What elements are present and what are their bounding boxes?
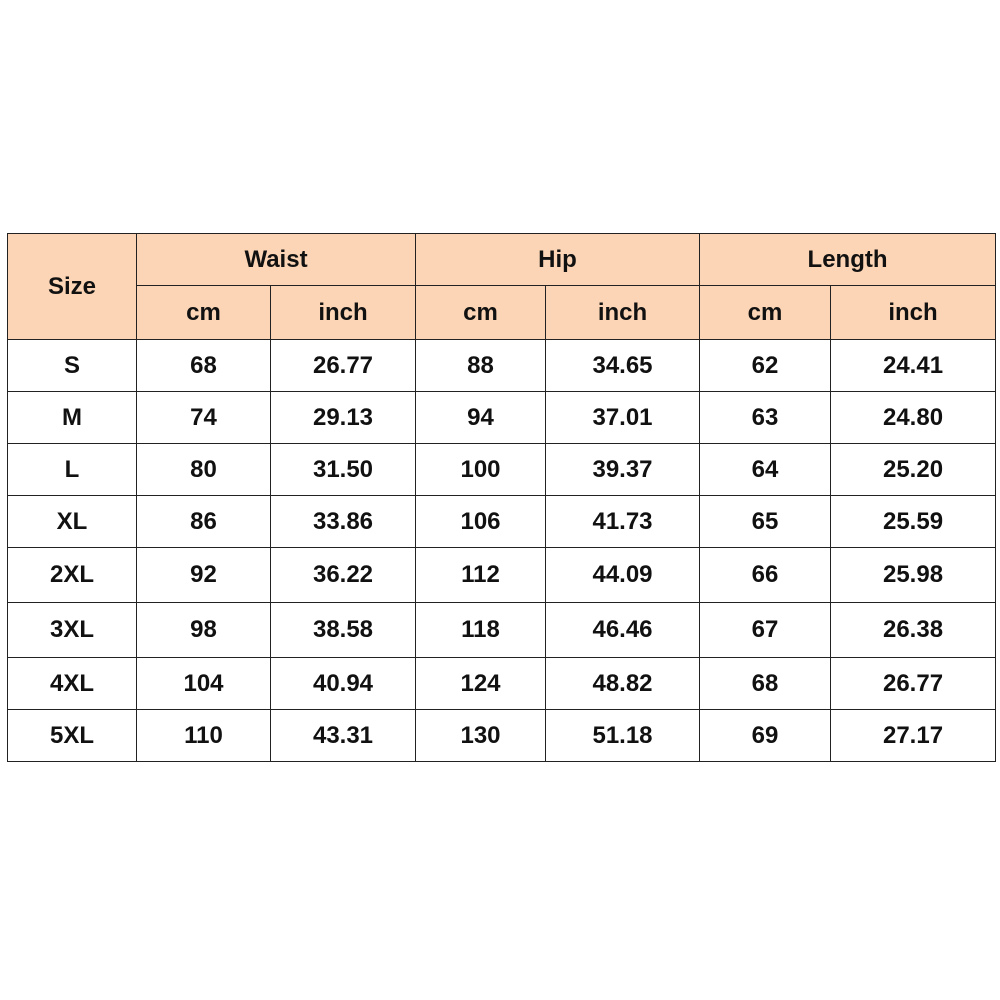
table-cell: 43.31	[271, 710, 416, 762]
table-cell: 67	[700, 603, 831, 658]
table-cell: 64	[700, 444, 831, 496]
unit-header: inch	[546, 286, 700, 340]
table-cell: 31.50	[271, 444, 416, 496]
size-cell: 3XL	[8, 603, 137, 658]
table-cell: 46.46	[546, 603, 700, 658]
table-cell: 69	[700, 710, 831, 762]
table-cell: 88	[416, 340, 546, 392]
table-cell: 24.80	[831, 392, 996, 444]
table-cell: 26.77	[271, 340, 416, 392]
unit-header: cm	[700, 286, 831, 340]
waist-header: Waist	[137, 234, 416, 286]
table-cell: 63	[700, 392, 831, 444]
unit-header: inch	[271, 286, 416, 340]
table-cell: 38.58	[271, 603, 416, 658]
table-cell: 24.41	[831, 340, 996, 392]
table-cell: 106	[416, 496, 546, 548]
table-cell: 130	[416, 710, 546, 762]
table-cell: 124	[416, 658, 546, 710]
table-row	[8, 392, 996, 444]
table-cell: 100	[416, 444, 546, 496]
table-cell: 66	[700, 548, 831, 603]
table-row	[8, 340, 996, 392]
size-cell: XL	[8, 496, 137, 548]
table-cell: 29.13	[271, 392, 416, 444]
table-cell: 74	[137, 392, 271, 444]
table-cell: 68	[700, 658, 831, 710]
size-cell: 2XL	[8, 548, 137, 603]
table-row	[8, 496, 996, 548]
table-cell: 92	[137, 548, 271, 603]
table-row	[8, 444, 996, 496]
size-chart-table	[7, 233, 996, 762]
table-cell: 80	[137, 444, 271, 496]
table-cell: 34.65	[546, 340, 700, 392]
table-row	[8, 710, 996, 762]
header-row-groups	[8, 234, 996, 286]
table-cell: 37.01	[546, 392, 700, 444]
table-cell: 26.38	[831, 603, 996, 658]
table-cell: 51.18	[546, 710, 700, 762]
unit-header: cm	[416, 286, 546, 340]
table-cell: 36.22	[271, 548, 416, 603]
table-cell: 39.37	[546, 444, 700, 496]
unit-header: inch	[831, 286, 996, 340]
table-cell: 110	[137, 710, 271, 762]
length-header: Length	[700, 234, 996, 286]
unit-header: cm	[137, 286, 271, 340]
table-cell: 25.98	[831, 548, 996, 603]
size-cell: 5XL	[8, 710, 137, 762]
header-row-units	[8, 286, 996, 340]
hip-header: Hip	[416, 234, 700, 286]
table-cell: 41.73	[546, 496, 700, 548]
table-cell: 25.20	[831, 444, 996, 496]
size-cell: L	[8, 444, 137, 496]
table-cell: 44.09	[546, 548, 700, 603]
table-cell: 112	[416, 548, 546, 603]
table-cell: 62	[700, 340, 831, 392]
table-cell: 48.82	[546, 658, 700, 710]
table-cell: 26.77	[831, 658, 996, 710]
table-cell: 94	[416, 392, 546, 444]
size-cell: 4XL	[8, 658, 137, 710]
table-cell: 33.86	[271, 496, 416, 548]
table-cell: 86	[137, 496, 271, 548]
table-row	[8, 603, 996, 658]
table-row	[8, 548, 996, 603]
size-cell: M	[8, 392, 137, 444]
table-cell: 68	[137, 340, 271, 392]
table-cell: 25.59	[831, 496, 996, 548]
size-cell: S	[8, 340, 137, 392]
table-cell: 118	[416, 603, 546, 658]
table-cell: 65	[700, 496, 831, 548]
table-cell: 27.17	[831, 710, 996, 762]
table-row	[8, 658, 996, 710]
table-cell: 98	[137, 603, 271, 658]
table-cell: 40.94	[271, 658, 416, 710]
table-cell: 104	[137, 658, 271, 710]
size-header: Size	[8, 234, 137, 340]
